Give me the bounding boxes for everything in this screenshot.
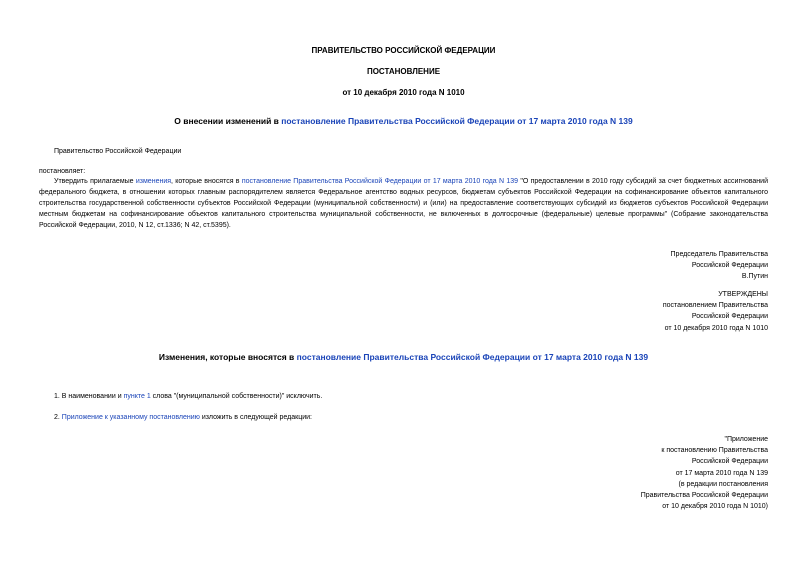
document-date: от 10 декабря 2010 года N 1010	[342, 88, 465, 97]
appendix-line-7: от 10 декабря 2010 года N 1010)	[662, 503, 768, 511]
changes-link[interactable]: изменения	[135, 178, 172, 185]
title-prefix: О внесении изменений в	[174, 116, 282, 126]
approved-line-2: постановлением Правительства	[662, 302, 768, 310]
changes-title-prefix: Изменения, которые вносятся в	[158, 352, 297, 362]
appendix-line-1: "Приложение	[724, 436, 768, 443]
appendix-line-2: к постановлению Правительства	[661, 447, 768, 455]
appendix-line-6: Правительства Российской Федерации	[640, 492, 768, 500]
item2-text-b: изложить в следующей редакции:	[199, 414, 312, 421]
change-item-1	[54, 392, 322, 402]
appendix-line-3: Российской Федерации	[691, 458, 768, 466]
approved-line-4: от 10 декабря 2010 года N 1010	[664, 324, 768, 332]
signature-block	[671, 249, 768, 283]
decrees-text: постановляет:	[39, 168, 86, 175]
changes-title	[0, 352, 807, 362]
resolution-139-link[interactable]: постановление Правительства Российской Федерации от 17 марта 2010 года N 139	[241, 178, 519, 185]
point-1-link[interactable]: пункте 1	[123, 393, 151, 400]
appendix-line-4: от 17 марта 2010 года N 139	[675, 469, 768, 477]
approved-line-3: Российской Федерации	[691, 313, 768, 321]
appendix-line-5: (в редакции постановления	[678, 480, 768, 488]
approved-line-1: УТВЕРЖДЕНЫ	[718, 291, 768, 298]
document-type: ПОСТАНОВЛЕНИЕ	[366, 67, 441, 76]
appendix-link[interactable]: Приложение к указанному постановлению	[61, 414, 200, 421]
p1-text-b: , которые вносятся в	[171, 178, 242, 185]
main-paragraph	[39, 176, 768, 231]
government-heading: ПРАВИТЕЛЬСТВО РОССИЙСКОЙ ФЕДЕРАЦИИ	[311, 46, 496, 55]
signature-line-2: Российской Федерации	[691, 262, 768, 270]
p1-text-a: Утвердить прилагаемые	[54, 178, 136, 185]
issuer-text: Правительство Российской Федерации	[54, 148, 182, 155]
p1-text-c: "О предоставлении в 2010 году субсидий за счет бюджетных ассигнований федерального бюджета, в отношении которых главным распорядителем является Федеральное агентство водных ресурсов, бюджетам субъектов Российской Федерации на софинансирование объектов капитального строительства государственной собственности субъектов Российской Федерации (муниципальной собственности) и (или) на предоставление соответствующих субсидий из бюджетов субъектов Российской Федерации местным бюджетам на софинансирование объектов капитального строительства муниципальной собственности, не включенных в долгосрочные (федеральные) целевые программы" (Собрание законодательства Российской Федерации, 2010, N 12, ст.1336; N 42, ст.5395).	[39, 178, 768, 229]
appendix-block	[641, 434, 768, 512]
document-title	[0, 116, 807, 126]
item2-prefix: 2.	[54, 414, 62, 421]
signature-line-1: Председатель Правительства	[670, 251, 768, 258]
signature-name: В.Путин	[741, 273, 768, 281]
item1-text-b: слова "(муниципальной собственности)" исключить.	[150, 393, 323, 400]
item1-text-a: 1. В наименовании и	[54, 393, 124, 400]
changes-title-link[interactable]: постановление Правительства Российской Федерации от 17 марта 2010 года N 139	[296, 352, 649, 362]
title-link[interactable]: постановление Правительства Российской Федерации от 17 марта 2010 года N 139	[281, 116, 633, 126]
approved-block	[663, 289, 768, 334]
change-item-2	[54, 413, 312, 423]
